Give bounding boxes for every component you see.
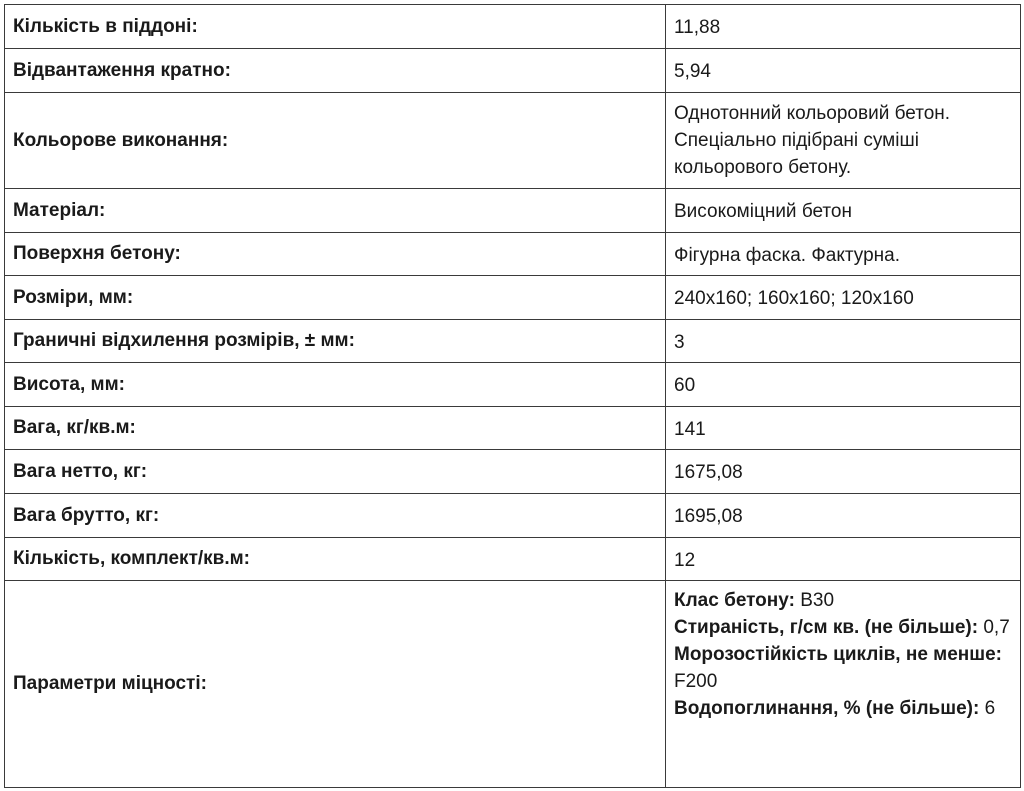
row-value-net-weight: 1675,08: [666, 450, 1021, 494]
table-row: [5, 233, 1021, 276]
table-row: [5, 538, 1021, 581]
row-value-weight-per-sqm: 141: [666, 407, 1021, 450]
table-row: [5, 320, 1021, 363]
row-value-surface: Фігурна фаска. Фактурна.: [666, 233, 1021, 276]
row-value-gross-weight: 1695,08: [666, 494, 1021, 538]
strength-item-water-absorption: Водопоглинання, % (не більше): 6: [674, 698, 996, 719]
row-value-tolerance: 3: [666, 320, 1021, 363]
row-label-strength: Параметри міцності:: [5, 581, 666, 788]
row-label-weight-per-sqm: Вага, кг/кв.м:: [5, 407, 666, 450]
table-row: [5, 581, 1021, 788]
table-row: [5, 5, 1021, 49]
row-value-material: Високоміцний бетон: [666, 189, 1021, 233]
row-label-pallet-quantity: Кількість в піддоні:: [5, 5, 666, 49]
row-value-color: Однотонний кольоровий бетон. Спеціально підібрані суміші кольорового бетону.: [666, 93, 1021, 189]
row-label-net-weight: Вага нетто, кг:: [5, 450, 666, 494]
row-label-sets-per-sqm: Кількість, комплект/кв.м:: [5, 538, 666, 581]
row-label-height: Висота, мм:: [5, 363, 666, 407]
table-row: [5, 450, 1021, 494]
row-label-tolerance: Граничні відхилення розмірів, ± мм:: [5, 320, 666, 363]
strength-item-concrete-class: Клас бетону: В30: [674, 590, 835, 611]
row-label-gross-weight: Вага брутто, кг:: [5, 494, 666, 538]
row-value-shipment-multiple: 5,94: [666, 49, 1021, 93]
table-row: [5, 363, 1021, 407]
row-label-surface: Поверхня бетону:: [5, 233, 666, 276]
row-value-sets-per-sqm: 12: [666, 538, 1021, 581]
row-label-material: Матеріал:: [5, 189, 666, 233]
specifications-table: [4, 4, 1021, 788]
row-value-dimensions: 240х160; 160х160; 120х160: [666, 276, 1021, 320]
row-value-strength: [666, 581, 1021, 788]
table-row: [5, 49, 1021, 93]
table-row: [5, 276, 1021, 320]
row-value-pallet-quantity: 11,88: [666, 5, 1021, 49]
row-label-color: Кольорове виконання:: [5, 93, 666, 189]
row-label-dimensions: Розміри, мм:: [5, 276, 666, 320]
table-row: [5, 407, 1021, 450]
table-row: [5, 494, 1021, 538]
row-label-shipment-multiple: Відвантаження кратно:: [5, 49, 666, 93]
strength-item-abrasion: Стираність, г/см кв. (не більше): 0,7: [674, 617, 1010, 638]
row-value-height: 60: [666, 363, 1021, 407]
table-row: [5, 189, 1021, 233]
strength-item-frost-resistance: Морозостійкість циклів, не менше: F200: [674, 644, 1003, 692]
table-row: [5, 93, 1021, 189]
